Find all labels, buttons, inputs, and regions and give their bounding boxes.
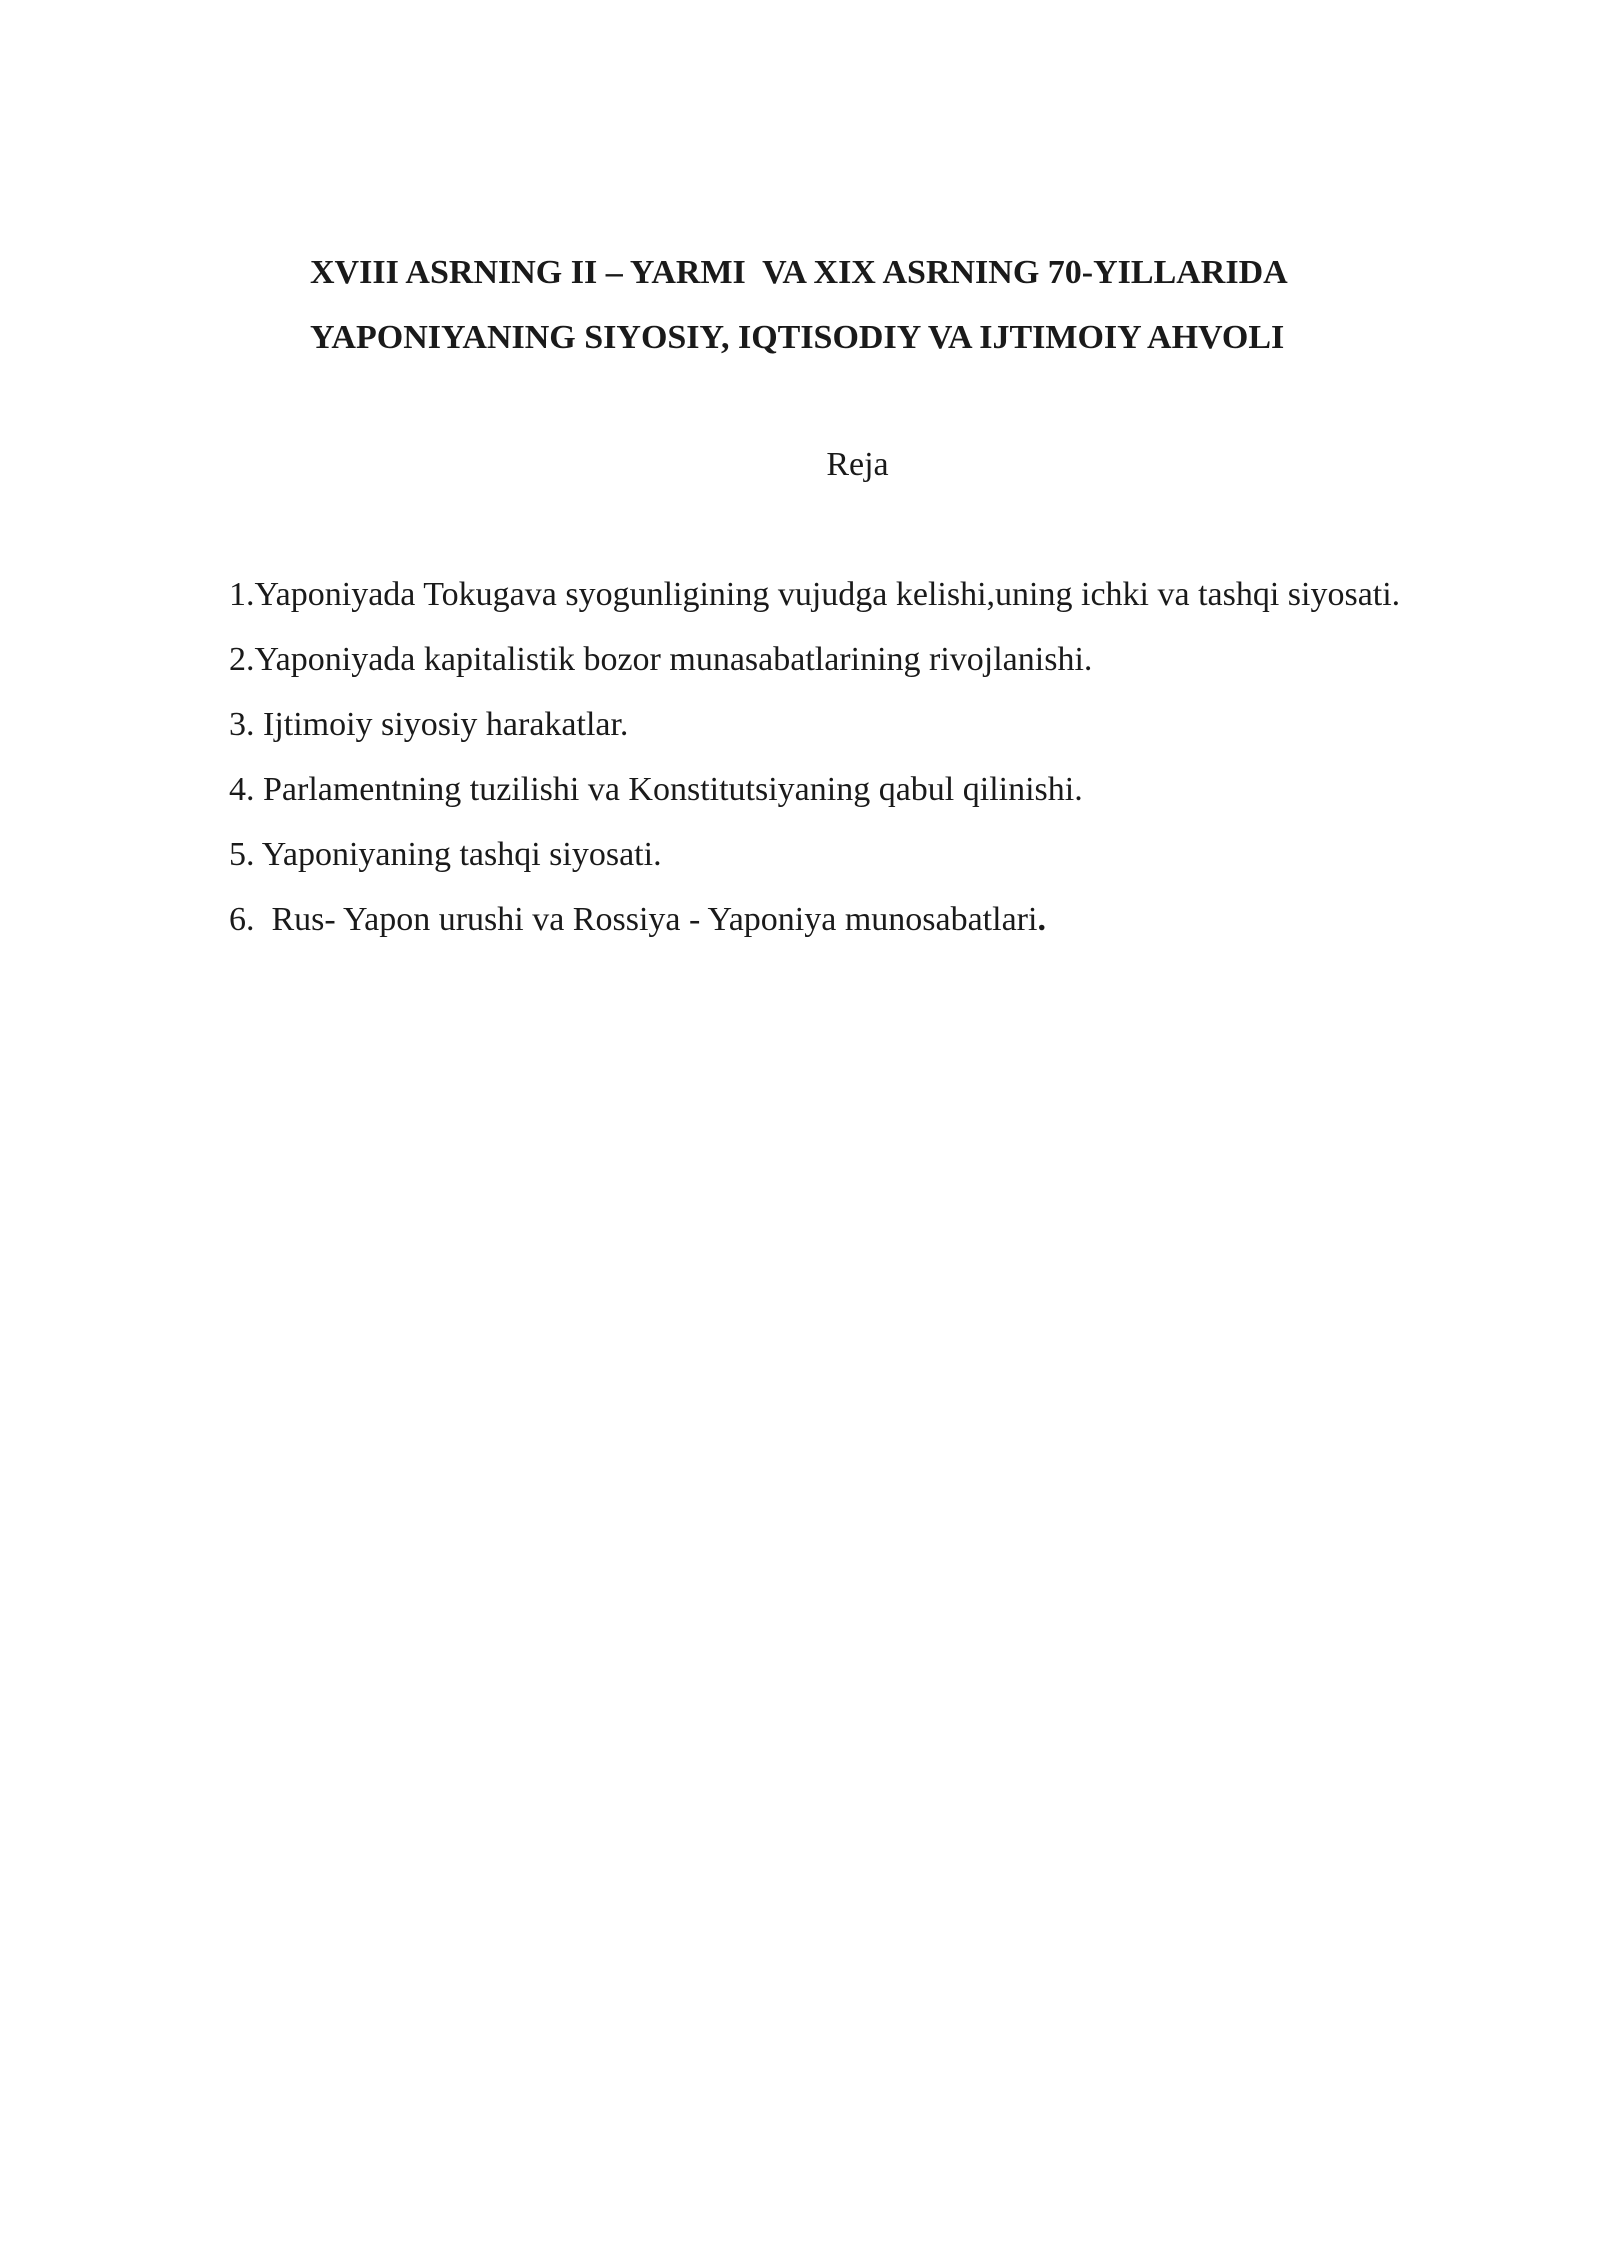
plan-item-6 [229, 887, 1419, 952]
document-title [310, 240, 1410, 370]
plan-item-text: 3. Ijtimoiy siyosiy harakatlar. [229, 706, 629, 743]
plan-item-text: 6. Rus- Yapon urushi va Rossiya - Yaponiya munosabatlari [229, 901, 1038, 938]
plan-item-1 [229, 562, 1419, 627]
plan-list [229, 562, 1419, 952]
plan-item-5 [229, 822, 1419, 887]
plan-item-4 [229, 757, 1419, 822]
plan-item-text: 2.Yaponiyada kapitalistik bozor munasabatlarining rivojlanishi. [229, 641, 1093, 678]
plan-item-2 [229, 627, 1419, 692]
plan-item-3 [229, 692, 1419, 757]
plan-item-text: 4. Parlamentning tuzilishi va Konstitutsiyaning qabul qilinishi. [229, 771, 1083, 808]
plan-item-text: 5. Yaponiyaning tashqi siyosati. [229, 836, 662, 873]
plan-item-end-mark: . [1037, 901, 1046, 938]
title-line-2: YAPONIYANING SIYOSIY, IQTISODIY VA IJTIMOIY AHVOLI [310, 319, 1285, 356]
plan-heading: Reja [826, 446, 889, 483]
plan-item-text: 1.Yaponiyada Tokugava syogunligining vujudga kelishi,uning ichki va tashqi siyosati. [229, 576, 1401, 613]
title-line-1: XVIII ASRNING II – YARMI VA XIX ASRNING 70-YILLARIDA [310, 254, 1288, 291]
